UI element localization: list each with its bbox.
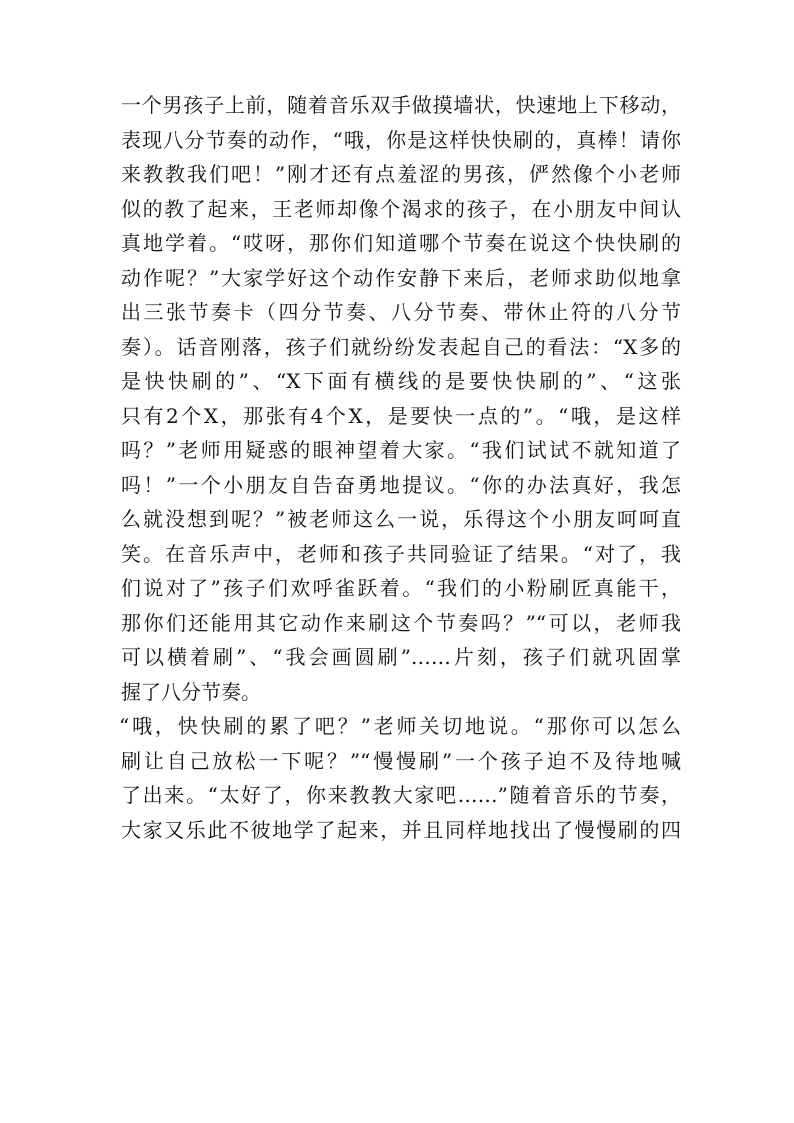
text-line: 吗！”一个小朋友自告奋勇地提议。“你的办法真好，我怎 (121, 472, 681, 497)
text-line: 吗？”老师用疑惑的眼神望着大家。“我们试试不就知道了 (121, 438, 681, 462)
text-line: 只有2个X，那张有4个X，是要快一点的”。“哦，是这样 (121, 403, 681, 428)
text-line: 么就没想到呢？”被老师这么一说，乐得这个小朋友呵呵直 (121, 507, 681, 531)
text-line: 是快快刷的”、“X下面有横线的是要快快刷的”、“这张 (121, 369, 681, 393)
text-line: 刷让自己放松一下呢？”“慢慢刷”一个孩子迫不及待地喊 (121, 748, 681, 773)
text-line: 大家又乐此不彼地学了起来，并且同样地找出了慢慢刷的四 (121, 817, 681, 842)
text-line: “哦，快快刷的累了吧？”老师关切地说。“那你可以怎么 (119, 714, 681, 738)
text-line: 似的教了起来，王老师却像个渴求的孩子，在小朋友中间认 (121, 196, 681, 221)
text-line: 来教教我们吧！”刚才还有点羞涩的男孩，俨然像个小老师 (121, 162, 681, 186)
text-line: 握了八分节奏。 (121, 679, 261, 704)
text-line: 真地学着。“哎呀，那你们知道哪个节奏在说这个快快刷的 (121, 231, 681, 255)
body-text (121, 88, 681, 847)
text-line: 可以横着刷”、“我会画圆刷”……片刻，孩子们就巩固掌 (121, 645, 681, 669)
text-line: 了出来。“太好了，你来教教大家吧……”随着音乐的节奏， (121, 783, 681, 807)
text-line: 笑。在音乐声中，老师和孩子共同验证了结果。“对了，我 (121, 541, 681, 566)
text-line: 那你们还能用其它动作来刷这个节奏吗？”“可以，老师我 (121, 610, 681, 635)
text-line: 出三张节奏卡（四分节奏、八分节奏、带休止符的八分节 (121, 300, 681, 324)
text-line: 表现八分节奏的动作，“哦，你是这样快快刷的，真棒！请你 (121, 127, 681, 152)
text-line: 奏）。话音刚落，孩子们就纷纷发表起自己的看法：“X多的 (121, 334, 681, 359)
text-line: 们说对了”孩子们欢呼雀跃着。“我们的小粉刷匠真能干， (121, 576, 681, 600)
text-line: 动作呢？”大家学好这个动作安静下来后，老师求助似地拿 (121, 265, 681, 290)
text-line: 一个男孩子上前，随着音乐双手做摸墙状，快速地上下移动， (121, 93, 681, 117)
